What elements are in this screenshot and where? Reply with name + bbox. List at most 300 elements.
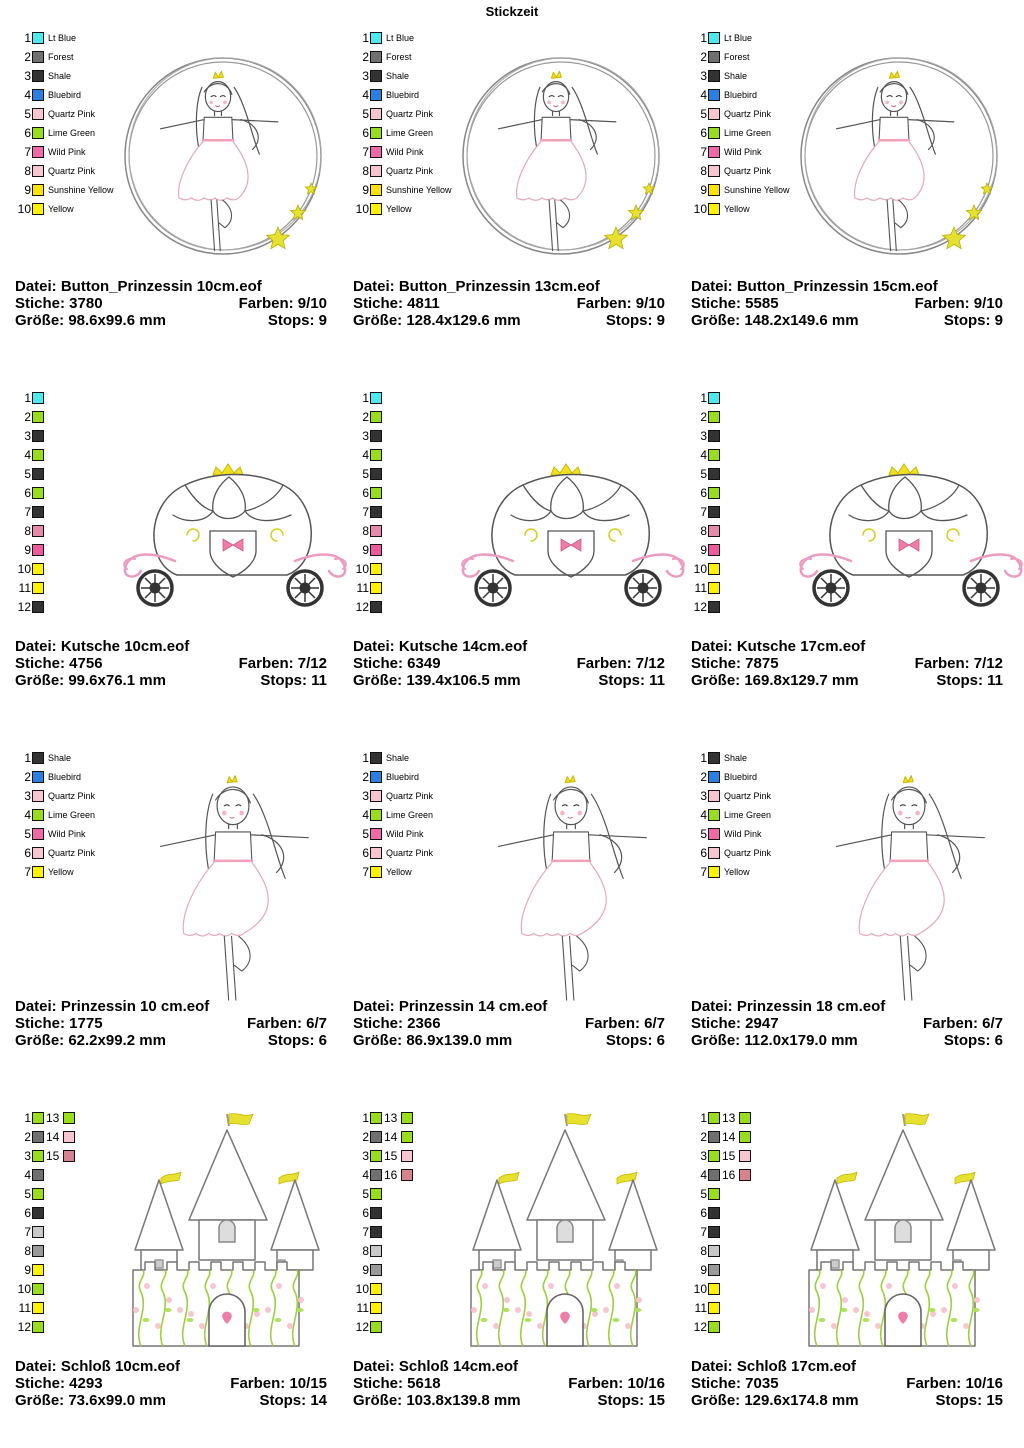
palette-row: [691, 767, 771, 786]
palette-number: 14: [384, 1129, 398, 1144]
palette-number: 1: [362, 750, 369, 765]
stop-count: Stops: 9: [267, 312, 327, 329]
color-swatch: [32, 582, 44, 594]
palette-row: [15, 1317, 75, 1336]
palette-number: 10: [693, 201, 707, 216]
palette-number: 6: [700, 485, 707, 500]
thread-palette: [691, 1108, 751, 1336]
palette-number: 1: [24, 1110, 31, 1125]
stitch-count: Stiche: 4293: [15, 1375, 103, 1392]
palette-number: 4: [362, 807, 369, 822]
color-swatch: [708, 790, 720, 802]
palette-row: [15, 142, 114, 161]
color-swatch: [32, 1283, 44, 1295]
color-swatch: [370, 1169, 382, 1181]
palette-number: 14: [46, 1129, 60, 1144]
palette-row: [353, 1184, 413, 1203]
palette-number: 2: [24, 769, 31, 784]
palette-row: [15, 540, 44, 559]
color-swatch: [708, 828, 720, 840]
thread-name: Quartz Pink: [386, 847, 434, 858]
palette-row: [353, 1260, 413, 1279]
design-preview: [791, 453, 1024, 623]
thread-name: Quartz Pink: [724, 108, 772, 119]
color-swatch: [370, 89, 382, 101]
palette-number: 15: [384, 1148, 398, 1163]
palette-row: [353, 521, 382, 540]
design-preview: [819, 763, 999, 1008]
file-name: Datei: Button_Prinzessin 10cm.eof: [15, 278, 262, 295]
palette-row: [353, 786, 433, 805]
palette-number: 6: [362, 125, 369, 140]
palette-row: [691, 85, 790, 104]
color-swatch: [370, 1264, 382, 1276]
palette-row: [691, 748, 771, 767]
palette-row: [353, 1298, 413, 1317]
palette-number: 8: [362, 1243, 369, 1258]
palette-number: 1: [24, 750, 31, 765]
palette-row: [691, 445, 720, 464]
palette-number: 3: [362, 1148, 369, 1163]
palette-extra: [382, 1149, 413, 1163]
palette-number: 8: [700, 1243, 707, 1258]
color-swatch: [708, 752, 720, 764]
palette-number: 6: [700, 125, 707, 140]
palette-row: [353, 180, 452, 199]
palette-number: 5: [362, 1186, 369, 1201]
color-swatch: [32, 847, 44, 859]
palette-number: 8: [362, 523, 369, 538]
palette-number: 6: [24, 1205, 31, 1220]
palette-number: 16: [722, 1167, 736, 1182]
design-size: Größe: 99.6x76.1 mm: [15, 672, 166, 689]
color-swatch: [32, 601, 44, 613]
palette-row: [691, 47, 790, 66]
color-swatch: [370, 127, 382, 139]
stitches-row: [15, 295, 327, 312]
palette-number: 14: [722, 1129, 736, 1144]
color-swatch: [708, 392, 720, 404]
palette-row: [15, 1108, 75, 1127]
design-info: [15, 998, 327, 1049]
stitches-row: [691, 1375, 1003, 1392]
color-count: Farben: 10/16: [568, 1375, 665, 1392]
color-swatch: [370, 165, 382, 177]
size-row: [691, 672, 1003, 689]
palette-row: [15, 786, 95, 805]
thread-name: Shale: [724, 70, 748, 81]
stitch-count: Stiche: 5585: [691, 295, 779, 312]
palette-number: 9: [24, 1262, 31, 1277]
palette-number: 5: [362, 106, 369, 121]
design-card: [15, 28, 327, 368]
color-swatch: [370, 1131, 382, 1143]
thread-name: Lime Green: [48, 127, 96, 138]
color-swatch: [370, 70, 382, 82]
palette-row: [353, 540, 382, 559]
thread-name: Shale: [48, 70, 72, 81]
palette-extra: [382, 1130, 413, 1144]
palette-number: 2: [362, 1129, 369, 1144]
palette-row: [353, 388, 382, 407]
stitches-row: [15, 655, 327, 672]
palette-number: 6: [24, 485, 31, 500]
color-swatch: [370, 790, 382, 802]
file-name: Datei: Button_Prinzessin 13cm.eof: [353, 278, 600, 295]
design-info: [15, 278, 327, 329]
palette-number: 6: [362, 485, 369, 500]
palette-row: [691, 843, 771, 862]
thread-palette: [353, 748, 433, 881]
design-size: Größe: 86.9x139.0 mm: [353, 1032, 513, 1049]
design-card: [15, 748, 327, 1088]
thread-name: Lime Green: [48, 809, 96, 820]
design-card: [353, 28, 665, 368]
design-info: [691, 998, 1003, 1049]
thread-palette: [691, 748, 771, 881]
thread-palette: [15, 1108, 75, 1336]
design-preview: [456, 49, 666, 269]
palette-number: 10: [355, 201, 369, 216]
palette-row: [691, 388, 720, 407]
palette-row: [353, 1127, 413, 1146]
thread-name: Quartz Pink: [48, 165, 96, 176]
design-info: [691, 638, 1003, 689]
palette-number: 9: [362, 182, 369, 197]
palette-row: [15, 578, 44, 597]
color-count: Farben: 6/7: [922, 1015, 1003, 1032]
palette-row: [15, 483, 44, 502]
stitch-count: Stiche: 1775: [15, 1015, 103, 1032]
design-preview: [794, 49, 1004, 269]
stop-count: Stops: 6: [605, 1032, 665, 1049]
color-swatch: [32, 203, 44, 215]
palette-row: [15, 85, 114, 104]
palette-number: 1: [700, 1110, 707, 1125]
file-name: Datei: Kutsche 10cm.eof: [15, 638, 190, 655]
color-swatch: [401, 1169, 413, 1181]
stitches-row: [353, 655, 665, 672]
palette-number: 10: [355, 1281, 369, 1296]
thread-name: Sunshine Yellow: [48, 184, 114, 195]
thread-name: Shale: [724, 752, 748, 763]
palette-number: 15: [722, 1148, 736, 1163]
palette-number: 12: [355, 599, 369, 614]
color-swatch: [32, 1207, 44, 1219]
color-swatch: [708, 525, 720, 537]
file-row: [15, 1358, 327, 1375]
palette-row: [15, 1165, 75, 1184]
palette-row: [15, 748, 95, 767]
size-row: [353, 1032, 665, 1049]
file-name: Datei: Prinzessin 10 cm.eof: [15, 998, 210, 1015]
color-swatch: [370, 506, 382, 518]
color-swatch: [370, 563, 382, 575]
palette-extra: [720, 1130, 751, 1144]
palette-extra: [44, 1149, 75, 1163]
palette-number: 9: [700, 182, 707, 197]
palette-row: [691, 426, 720, 445]
palette-number: 3: [700, 68, 707, 83]
color-swatch: [370, 430, 382, 442]
palette-row: [15, 521, 44, 540]
palette-number: 1: [24, 30, 31, 45]
palette-row: [15, 464, 44, 483]
palette-row: [353, 1108, 413, 1127]
palette-row: [691, 161, 790, 180]
color-count: Farben: 6/7: [584, 1015, 665, 1032]
stop-count: Stops: 11: [260, 672, 327, 689]
palette-row: [353, 1317, 413, 1336]
thread-name: Lime Green: [724, 127, 772, 138]
palette-row: [353, 85, 452, 104]
color-swatch: [708, 146, 720, 158]
palette-row: [353, 199, 452, 218]
design-info: [691, 1358, 1003, 1409]
design-preview: [127, 1110, 327, 1355]
color-swatch: [32, 1131, 44, 1143]
palette-row: [15, 824, 95, 843]
file-row: [353, 998, 665, 1015]
palette-row: [691, 559, 720, 578]
palette-number: 7: [700, 1224, 707, 1239]
palette-row: [15, 559, 44, 578]
color-swatch: [32, 127, 44, 139]
color-swatch: [708, 1226, 720, 1238]
palette-number: 4: [362, 1167, 369, 1182]
palette-row: [353, 578, 382, 597]
page-title: Stickzeit: [485, 4, 539, 19]
thread-name: Quartz Pink: [724, 847, 772, 858]
color-swatch: [32, 449, 44, 461]
design-size: Größe: 128.4x129.6 mm: [353, 312, 521, 329]
palette-number: 10: [355, 561, 369, 576]
palette-number: 2: [700, 1129, 707, 1144]
palette-number: 7: [362, 1224, 369, 1239]
design-size: Größe: 129.6x174.8 mm: [691, 1392, 859, 1409]
thread-name: Wild Pink: [48, 146, 86, 157]
stop-count: Stops: 6: [267, 1032, 327, 1049]
stop-count: Stops: 15: [935, 1392, 1003, 1409]
palette-extra: [382, 1111, 413, 1125]
palette-row: [353, 559, 382, 578]
palette-row: [691, 180, 790, 199]
palette-number: 13: [384, 1110, 398, 1125]
file-name: Datei: Prinzessin 14 cm.eof: [353, 998, 548, 1015]
palette-row: [353, 142, 452, 161]
thread-name: Bluebird: [724, 771, 758, 782]
color-swatch: [370, 828, 382, 840]
palette-row: [691, 786, 771, 805]
palette-row: [15, 199, 114, 218]
palette-row: [691, 1165, 751, 1184]
palette-row: [15, 767, 95, 786]
design-preview: [143, 763, 323, 1008]
stitches-row: [691, 655, 1003, 672]
palette-row: [353, 483, 382, 502]
thread-palette: [691, 388, 720, 616]
thread-palette: [353, 388, 382, 616]
size-row: [15, 312, 327, 329]
color-swatch: [739, 1112, 751, 1124]
color-swatch: [370, 544, 382, 556]
stitch-count: Stiche: 3780: [15, 295, 103, 312]
palette-number: 5: [700, 466, 707, 481]
palette-row: [15, 1260, 75, 1279]
palette-extra: [382, 1168, 413, 1182]
design-preview: [118, 49, 328, 269]
thread-name: Bluebird: [386, 771, 420, 782]
color-swatch: [370, 184, 382, 196]
palette-number: 5: [362, 826, 369, 841]
thread-name: Quartz Pink: [724, 790, 772, 801]
palette-number: 4: [362, 87, 369, 102]
palette-number: 1: [362, 390, 369, 405]
color-swatch: [708, 127, 720, 139]
palette-row: [353, 123, 452, 142]
file-name: Datei: Schloß 17cm.eof: [691, 1358, 857, 1375]
palette-row: [691, 1108, 751, 1127]
color-swatch: [708, 430, 720, 442]
palette-number: 9: [362, 1262, 369, 1277]
color-swatch: [32, 1169, 44, 1181]
color-swatch: [370, 203, 382, 215]
palette-row: [353, 1203, 413, 1222]
palette-row: [691, 66, 790, 85]
palette-number: 1: [24, 390, 31, 405]
palette-row: [15, 1279, 75, 1298]
palette-row: [353, 445, 382, 464]
color-swatch: [370, 582, 382, 594]
color-swatch: [708, 1131, 720, 1143]
color-swatch: [370, 601, 382, 613]
palette-number: 8: [700, 163, 707, 178]
palette-number: 11: [694, 580, 707, 595]
palette-row: [15, 805, 95, 824]
palette-number: 10: [17, 1281, 31, 1296]
stitches-row: [15, 1015, 327, 1032]
palette-row: [353, 597, 382, 616]
palette-number: 3: [24, 428, 31, 443]
color-count: Farben: 7/12: [576, 655, 665, 672]
design-info: [691, 278, 1003, 329]
palette-number: 16: [384, 1167, 398, 1182]
color-swatch: [370, 411, 382, 423]
stop-count: Stops: 9: [943, 312, 1003, 329]
design-preview: [465, 1110, 665, 1355]
design-info: [353, 638, 665, 689]
file-row: [353, 638, 665, 655]
palette-number: 5: [24, 466, 31, 481]
thread-palette: [15, 28, 114, 218]
color-swatch: [32, 1112, 44, 1124]
color-swatch: [63, 1131, 75, 1143]
palette-extra: [720, 1111, 751, 1125]
design-card: [353, 748, 665, 1088]
thread-name: Wild Pink: [724, 828, 762, 839]
thread-name: Yellow: [48, 866, 74, 877]
color-swatch: [63, 1150, 75, 1162]
palette-row: [353, 824, 433, 843]
palette-row: [691, 862, 771, 881]
color-swatch: [32, 752, 44, 764]
thread-name: Bluebird: [48, 89, 82, 100]
palette-number: 6: [700, 845, 707, 860]
stitch-count: Stiche: 2366: [353, 1015, 441, 1032]
file-row: [15, 278, 327, 295]
color-swatch: [32, 487, 44, 499]
palette-row: [15, 1127, 75, 1146]
palette-number: 6: [362, 845, 369, 860]
stitch-count: Stiche: 4756: [15, 655, 103, 672]
thread-name: Bluebird: [724, 89, 758, 100]
color-swatch: [708, 582, 720, 594]
design-size: Größe: 112.0x179.0 mm: [691, 1032, 858, 1049]
palette-row: [353, 28, 452, 47]
palette-number: 8: [700, 523, 707, 538]
color-swatch: [401, 1150, 413, 1162]
palette-number: 3: [362, 68, 369, 83]
thread-name: Quartz Pink: [386, 165, 434, 176]
color-swatch: [32, 1302, 44, 1314]
palette-number: 12: [693, 599, 707, 614]
color-swatch: [708, 203, 720, 215]
palette-number: 10: [693, 561, 707, 576]
thread-name: Bluebird: [48, 771, 82, 782]
palette-number: 3: [700, 428, 707, 443]
palette-row: [353, 161, 452, 180]
palette-extra: [44, 1111, 75, 1125]
file-name: Datei: Kutsche 17cm.eof: [691, 638, 866, 655]
design-info: [15, 638, 327, 689]
palette-number: 6: [24, 125, 31, 140]
color-count: Farben: 9/10: [238, 295, 327, 312]
color-swatch: [370, 1188, 382, 1200]
palette-row: [691, 1279, 751, 1298]
color-swatch: [370, 51, 382, 63]
palette-row: [691, 1317, 751, 1336]
design-preview: [115, 453, 355, 623]
file-row: [691, 638, 1003, 655]
palette-row: [691, 142, 790, 161]
color-swatch: [32, 184, 44, 196]
color-swatch: [32, 89, 44, 101]
palette-number: 7: [24, 504, 31, 519]
color-swatch: [63, 1112, 75, 1124]
palette-number: 6: [24, 845, 31, 860]
palette-number: 5: [24, 1186, 31, 1201]
palette-extra: [720, 1168, 751, 1182]
palette-number: 13: [722, 1110, 736, 1125]
color-swatch: [401, 1131, 413, 1143]
palette-number: 5: [700, 1186, 707, 1201]
design-size: Größe: 98.6x99.6 mm: [15, 312, 166, 329]
thread-name: Yellow: [724, 203, 750, 214]
palette-number: 10: [17, 561, 31, 576]
palette-extra: [44, 1130, 75, 1144]
palette-number: 2: [700, 769, 707, 784]
palette-number: 2: [24, 409, 31, 424]
palette-row: [15, 28, 114, 47]
color-swatch: [708, 108, 720, 120]
palette-number: 10: [17, 201, 31, 216]
palette-number: 7: [362, 864, 369, 879]
palette-number: 11: [694, 1300, 707, 1315]
palette-row: [353, 862, 433, 881]
palette-row: [691, 104, 790, 123]
palette-row: [691, 1184, 751, 1203]
palette-row: [353, 767, 433, 786]
